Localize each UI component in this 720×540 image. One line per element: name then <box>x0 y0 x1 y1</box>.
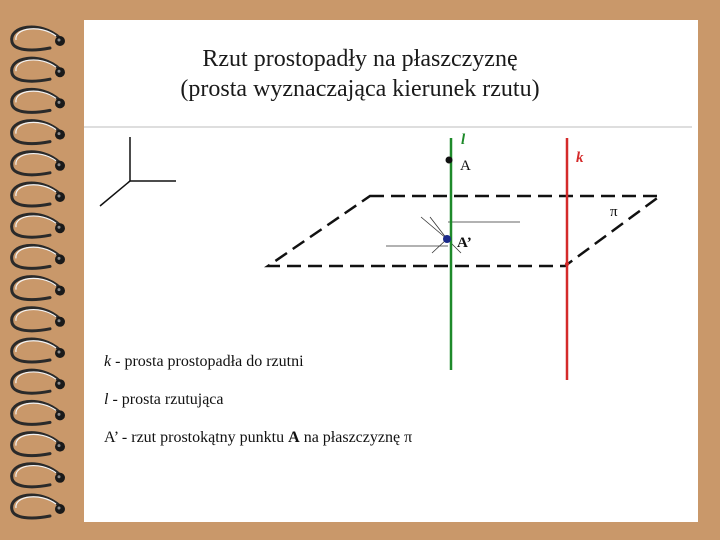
label-a: A <box>460 158 471 174</box>
legend-k-text: - prosta prostopadła do rzutni <box>111 353 304 370</box>
label-pi: π <box>610 204 618 220</box>
k-plane-intersection <box>565 262 569 266</box>
legend-aprime-point: A <box>288 429 300 446</box>
legend-aprime-symbol: A’ <box>104 429 118 446</box>
point-a-prime <box>443 235 451 243</box>
legend-item-k <box>104 352 304 372</box>
legend-k-symbol: k <box>104 353 112 370</box>
axes-icon <box>100 137 176 206</box>
point-a <box>446 157 453 164</box>
legend-l-symbol: l <box>104 391 109 408</box>
label-l: l <box>461 132 466 148</box>
legend-item-l <box>104 390 224 410</box>
plane-pi <box>268 196 660 266</box>
label-k: k <box>576 150 584 166</box>
projection-hatch <box>386 217 520 253</box>
label-a-prime: A’ <box>457 235 472 251</box>
legend-aprime-text-end: na płaszczyznę π <box>299 429 413 446</box>
legend-aprime-text: - rzut prostokątny punktu <box>117 429 289 446</box>
title-line-1: Rzut prostopadły na płaszczyznę <box>202 46 518 72</box>
title-line-2: (prosta wyznaczająca kierunek rzutu) <box>180 76 540 102</box>
legend-item-a-prime <box>104 428 412 448</box>
legend-l-text: - prosta rzutująca <box>108 391 224 408</box>
